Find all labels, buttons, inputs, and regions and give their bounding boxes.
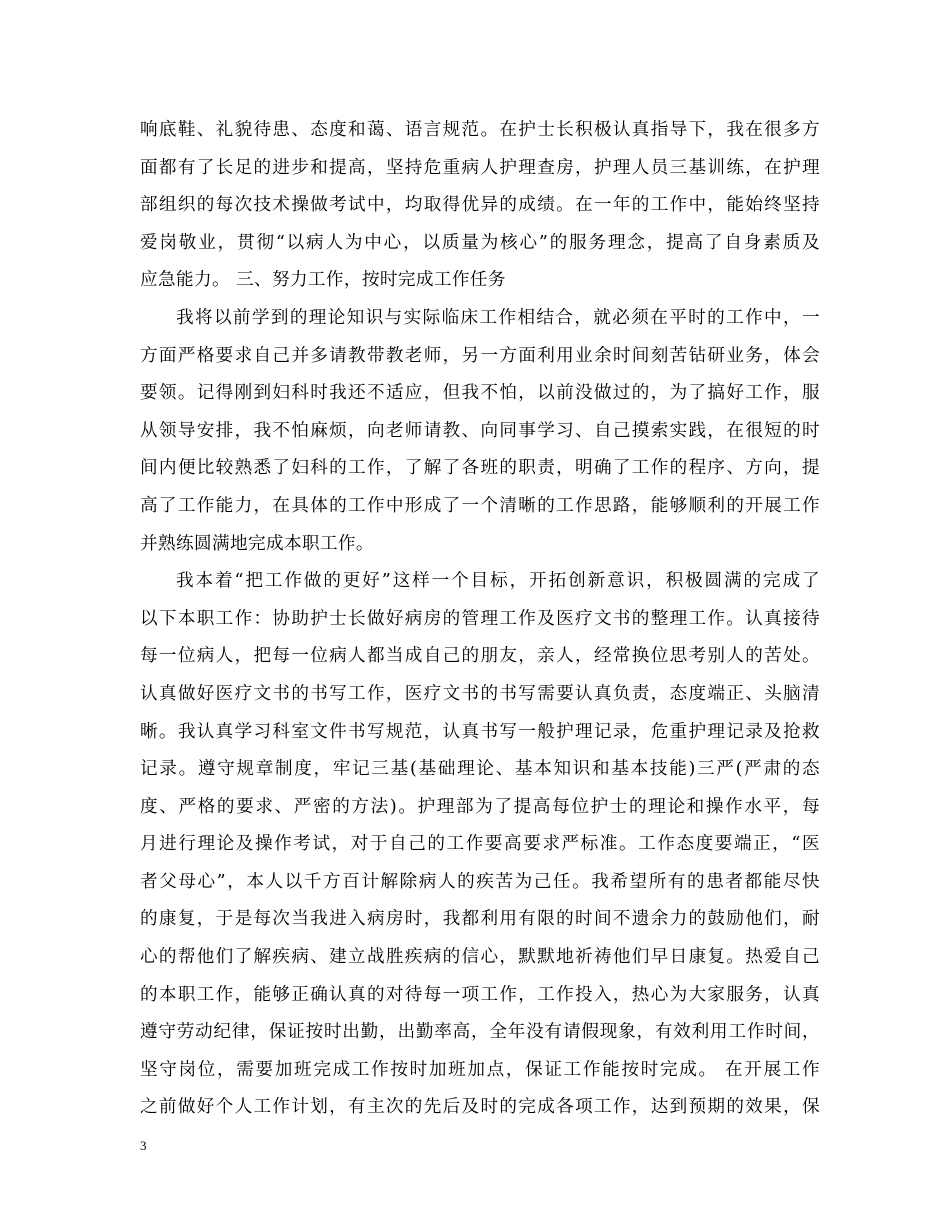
- body-text: [140, 112, 820, 1127]
- text-line: 应急能力。 三、努力工作，按时完成工作任务: [140, 270, 506, 291]
- text-line: 要领。记得刚到妇科时我还不适应，但我不怕，以前没做过的，为了搞好工作，服: [140, 383, 820, 404]
- text-line: 爱岗敬业，贯彻“以病人为中心，以质量为核心”的服务理念，提高了自身素质及: [140, 232, 820, 253]
- text-line: 之前做好个人工作计划，有主次的先后及时的完成各项工作，达到预期的效果，保: [140, 1097, 820, 1118]
- text-line: 度、严格的要求、严密的方法)。护理部为了提高每位护士的理论和操作水平，每: [140, 796, 820, 817]
- text-line: 以下本职工作：协助护士长做好病房的管理工作及医疗文书的整理工作。认真接待: [140, 608, 820, 629]
- text-line: 遵守劳动纪律，保证按时出勤，出勤率高，全年没有请假现象，有效利用工作时间，: [140, 1022, 820, 1043]
- text-line: 的康复，于是每次当我进入病房时，我都利用有限的时间不遗余力的鼓励他们，耐: [140, 909, 820, 930]
- paragraph-first-line: 我本着“把工作做的更好”这样一个目标，开拓创新意识，积极圆满的完成了: [176, 571, 820, 592]
- text-line: 记录。遵守规章制度，牢记三基(基础理论、基本知识和基本技能)三严(严肃的态: [140, 759, 820, 780]
- text-line: 每一位病人，把每一位病人都当成自己的朋友，亲人，经常换位思考别人的苦处。: [140, 646, 820, 667]
- text-line: 部组织的每次技术操做考试中，均取得优异的成绩。在一年的工作中，能始终坚持: [140, 195, 820, 216]
- text-line: 的本职工作，能够正确认真的对待每一项工作，工作投入，热心为大家服务，认真: [140, 984, 820, 1005]
- text-line: 响底鞋、礼貌待患、态度和蔼、语言规范。在护士长积极认真指导下，我在很多方: [140, 120, 820, 140]
- text-line: 坚守岗位，需要加班完成工作按时加班加点，保证工作能按时完成。 在开展工作: [140, 1059, 820, 1080]
- text-line: 认真做好医疗文书的书写工作，医疗文书的书写需要认真负责，态度端正、头脑清: [140, 683, 820, 704]
- text-line: 高了工作能力，在具体的工作中形成了一个清晰的工作思路，能够顺利的开展工作: [140, 495, 820, 516]
- text-line: 月进行理论及操作考试，对于自己的工作要高要求严标准。工作态度要端正，“医: [140, 834, 820, 855]
- paragraph-first-line: 我将以前学到的理论知识与实际临床工作相结合，就必须在平时的工作中，一: [176, 307, 820, 328]
- text-line: 间内便比较熟悉了妇科的工作，了解了各班的职责，明确了工作的程序、方向，提: [140, 458, 820, 479]
- text-line: 者父母心”，本人以千方百计解除病人的疾苦为己任。我希望所有的患者都能尽快: [140, 871, 820, 892]
- text-line: 面都有了长足的进步和提高，坚持危重病人护理查房，护理人员三基训练，在护理: [140, 157, 820, 178]
- text-line: 从领导安排，我不怕麻烦，向老师请教、向同事学习、自己摸索实践，在很短的时: [140, 420, 820, 441]
- text-line: 晰。我认真学习科室文件书写规范，认真书写一般护理记录，危重护理记录及抢救: [140, 721, 820, 742]
- text-line: 方面严格要求自己并多请教带教老师，另一方面利用业余时间刻苦钻研业务，体会: [140, 345, 820, 366]
- page-number: 3: [140, 1138, 147, 1153]
- text-line: 并熟练圆满地完成本职工作。: [140, 533, 374, 554]
- text-line: 心的帮他们了解疾病、建立战胜疾病的信心，默默地祈祷他们早日康复。热爱自己: [140, 947, 820, 968]
